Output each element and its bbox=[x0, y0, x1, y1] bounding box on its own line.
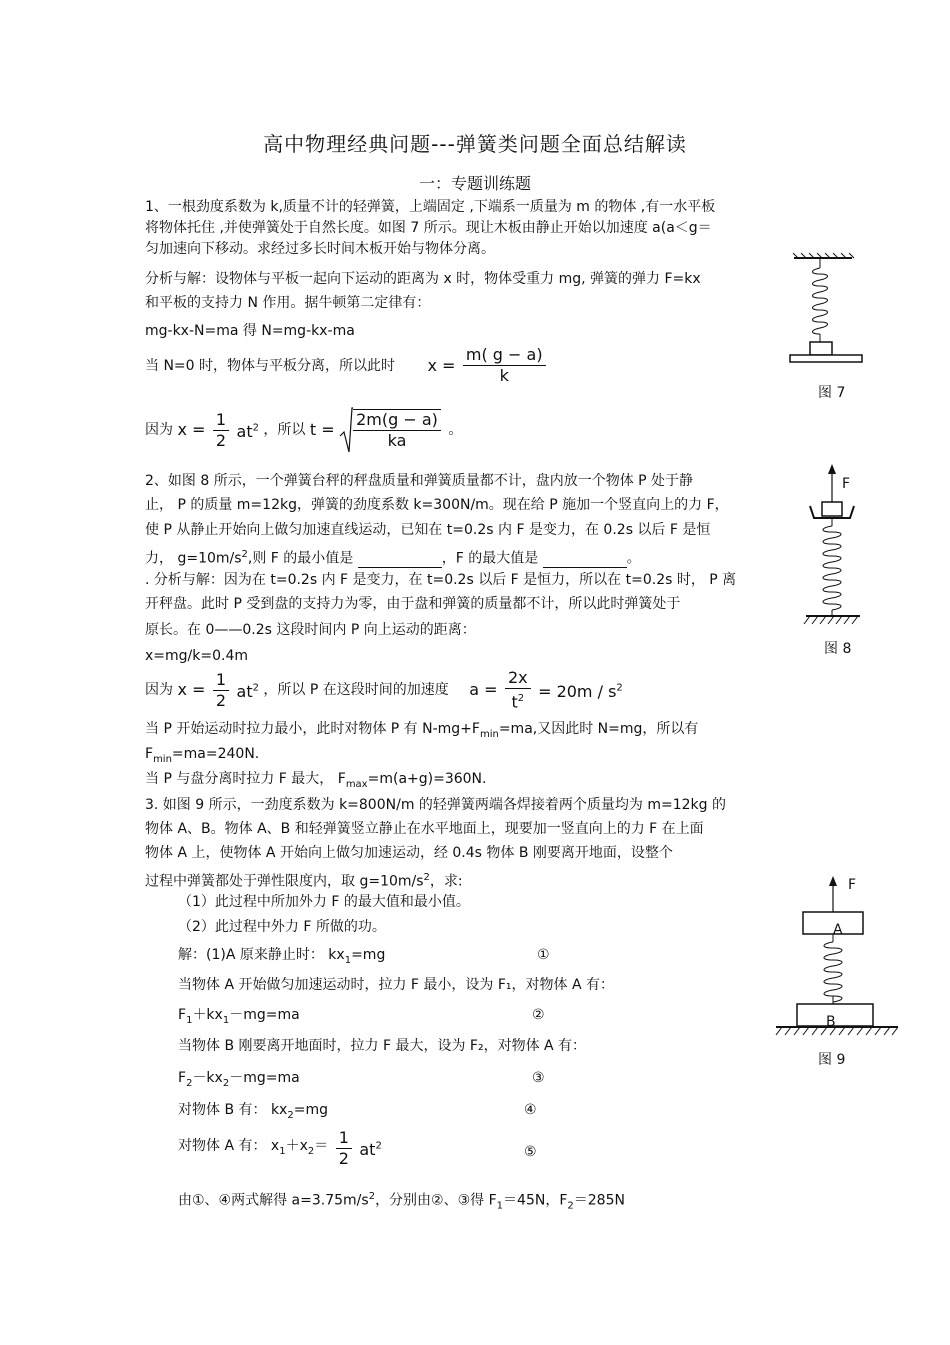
p1-formula-x bbox=[145, 345, 549, 386]
p3-solution-2: 当物体 A 开始做匀加速运动时，拉力 F 最小，设为 F₁，对物体 A 有： bbox=[178, 977, 615, 993]
so-text: ，所以 bbox=[263, 422, 306, 438]
subscript: max bbox=[345, 778, 368, 790]
numerator: 1 bbox=[336, 1128, 352, 1149]
answer-blank-max bbox=[543, 553, 627, 568]
text: =ma,又因此时 N=mg，所以有 bbox=[498, 721, 699, 737]
denominator: 2 bbox=[215, 690, 227, 710]
subscript: min bbox=[153, 753, 172, 765]
text: ，F 的最大值是 bbox=[441, 550, 539, 567]
fraction-half bbox=[213, 410, 229, 451]
eq-number-5: ⑤ bbox=[524, 1144, 537, 1160]
text: ＝ bbox=[314, 1137, 329, 1154]
text: ，分别由②、③得 F bbox=[375, 1192, 497, 1209]
denominator: ka bbox=[387, 431, 407, 450]
at-term: at bbox=[236, 681, 253, 701]
p3-solution-4: 当物体 B 刚要离开地面时，拉力 F 最大，设为 F₂，对物体 A 有： bbox=[178, 1038, 587, 1054]
p3-solution-7 bbox=[178, 1128, 382, 1169]
fraction bbox=[353, 409, 441, 451]
x-eq: x = bbox=[177, 420, 206, 439]
text: ,则 F 的最小值是 bbox=[247, 550, 354, 567]
text: ，所以 P 在这段时间的加速度 bbox=[263, 682, 449, 699]
subscript: min bbox=[479, 728, 499, 740]
text: =m(a+g)=360N. bbox=[367, 771, 487, 787]
text: ＋kx bbox=[192, 1007, 223, 1023]
subscript: 2 bbox=[287, 1109, 294, 1121]
exponent: 2 bbox=[423, 872, 430, 883]
subscript: 2 bbox=[307, 1145, 315, 1157]
at-term: at bbox=[359, 1140, 376, 1160]
p2-line-5: . 分析与解：因为在 t=0.2s 内 F 是变力，在 t=0.2s 以后 F 是恒力，所以在 t=0.2s 时， P 离 bbox=[145, 572, 737, 588]
p3-question-1: （1）此过程中所加外力 F 的最大值和最小值。 bbox=[178, 894, 470, 910]
eq-number-4: ④ bbox=[524, 1102, 537, 1118]
p2-line-1: 2、如图 8 所示，一个弹簧台秤的秤盘质量和弹簧质量都不计，盘内放一个物体 P 处于静 bbox=[145, 473, 694, 489]
exponent: 2 bbox=[252, 682, 259, 694]
subscript: 2 bbox=[186, 1077, 193, 1089]
figure-7-caption: 图 7 bbox=[818, 385, 846, 401]
p2-line-11 bbox=[145, 745, 259, 769]
fraction bbox=[463, 345, 546, 386]
text: ＝285N bbox=[573, 1192, 625, 1209]
text: =ma=240N. bbox=[171, 746, 260, 762]
figure-7-spring-diagram bbox=[780, 252, 870, 372]
p1-line-3: 匀加速向下移动。求经过多长时间木板开始与物体分离。 bbox=[145, 241, 495, 257]
exponent: 2 bbox=[616, 682, 623, 694]
answer-blank-min bbox=[358, 553, 442, 568]
text: 对物体 B 有： kx bbox=[178, 1102, 288, 1118]
eq-number-1: ① bbox=[537, 947, 550, 963]
p1-because: 因为 bbox=[145, 422, 173, 438]
numerator: 1 bbox=[213, 410, 229, 431]
figure-9-block-a-label: A bbox=[833, 922, 843, 938]
x-eq: x = bbox=[177, 680, 206, 700]
subscript: 2 bbox=[222, 1077, 230, 1089]
text: 过程中弹簧都处于弹性限度内，取 g=10m/s bbox=[145, 873, 424, 890]
figure-9-block-b-label: B bbox=[826, 1014, 836, 1030]
p3-line-3: 物体 A 上，使物体 A 开始向上做匀加速运动，经 0.4s 物体 B 刚要离开地面，设整个 bbox=[145, 845, 673, 861]
eq-number-3: ③ bbox=[532, 1070, 545, 1086]
text: 解：(1)A 原来静止时： kx bbox=[178, 947, 345, 963]
text: F bbox=[178, 1007, 187, 1023]
p1-line-1: 1、一根劲度系数为 k,质量不计的轻弹簧，上端固定 ,下端系一质量为 m 的物体 ,有一水平板 bbox=[145, 199, 716, 215]
p1-line-5: 和平板的支持力 N 作用。据牛顿第二定律有： bbox=[145, 295, 431, 311]
denominator: 2 bbox=[338, 1149, 349, 1168]
p2-line-7: 原长。在 0——0.2s 这段时间内 P 向上运动的距离： bbox=[145, 622, 476, 638]
text: =mg bbox=[351, 947, 386, 963]
text: 力， g=10m/s bbox=[145, 550, 242, 567]
fraction-half bbox=[213, 670, 229, 711]
figure-8-caption: 图 8 bbox=[824, 641, 852, 657]
p1-line-6: mg-kx-N=ma 得 N=mg-kx-ma bbox=[145, 323, 355, 339]
sqrt-expression bbox=[339, 406, 444, 454]
exponent: 2 bbox=[375, 1140, 382, 1152]
p2-formula bbox=[145, 668, 623, 712]
exponent: 2 bbox=[241, 549, 248, 560]
subscript: 1 bbox=[344, 954, 352, 966]
p3-line-2: 物体 A、B。物体 A、B 和轻弹簧竖立静止在水平地面上，现要加一竖直向上的力 F 在上面 bbox=[145, 821, 704, 837]
numerator: m( g − a) bbox=[463, 345, 546, 366]
subscript: 1 bbox=[279, 1145, 286, 1157]
subscript: 1 bbox=[222, 1014, 230, 1026]
section-subtitle: 一：专题训练题 bbox=[418, 174, 531, 193]
p2-line-4 bbox=[145, 546, 641, 568]
subscript: 1 bbox=[186, 1014, 193, 1026]
text: ，求: bbox=[429, 873, 463, 890]
p2-line-3: 使 P 从静止开始向上做匀加速直线运动，已知在 t=0.2s 内 F 是变力，在 0.2s 以后 F 是恒 bbox=[145, 522, 711, 538]
subscript: 2 bbox=[567, 1200, 574, 1212]
p2-line-6: 开秤盘。此时 P 受到盘的支持力为零，由于盘和弹簧的质量都不计，所以此时弹簧处于 bbox=[145, 596, 681, 612]
radical-sign bbox=[339, 406, 353, 454]
text: 对物体 A 有： x bbox=[178, 1137, 280, 1154]
numerator: 1 bbox=[213, 670, 229, 691]
text: ＋x bbox=[285, 1137, 308, 1154]
p3-line-4 bbox=[145, 869, 463, 891]
a-eq: a = bbox=[469, 680, 498, 700]
subscript: 1 bbox=[496, 1200, 504, 1212]
text: F bbox=[178, 1070, 187, 1086]
figure-8-force-label: F bbox=[842, 476, 851, 492]
p1-line-4: 分析与解：设物体与平板一起向下运动的距离为 x 时，物体受重力 mg, 弹簧的弹力 F=kx bbox=[145, 271, 701, 287]
p1-formula-t bbox=[145, 406, 462, 454]
p2-line-8: x=mg/k=0.4m bbox=[145, 648, 248, 664]
text: 由①、④两式解得 a=3.75m/s bbox=[178, 1192, 369, 1209]
p3-solution-6 bbox=[178, 1101, 328, 1125]
eq-number-2: ② bbox=[532, 1007, 545, 1023]
at-term: at bbox=[236, 421, 253, 441]
denominator: 2 bbox=[215, 430, 227, 450]
figure-9-two-block-spring-diagram bbox=[774, 872, 904, 1042]
p1-line-2: 将物体托住 ,并使弹簧处于自然长度。如图 7 所示。现让木板由静止开始以加速度 a(a＜g＝ bbox=[145, 220, 712, 236]
p1-x-eq: x = bbox=[427, 355, 456, 375]
text: =mg bbox=[293, 1102, 328, 1118]
p3-solution-5 bbox=[178, 1069, 300, 1093]
p3-line-1: 3. 如图 9 所示，一劲度系数为 k=800N/m 的轻弹簧两端各焊接着两个质量均为 m=12kg 的 bbox=[145, 797, 726, 813]
figure-8-spring-scale-diagram bbox=[798, 462, 868, 632]
p2-line-10 bbox=[145, 720, 698, 744]
text: 当 P 与盘分离时拉力 F 最大， F bbox=[145, 771, 346, 787]
numerator: 2x bbox=[505, 668, 531, 689]
p3-solution-1 bbox=[178, 946, 385, 970]
denominator: t bbox=[511, 692, 518, 712]
text: F bbox=[145, 746, 154, 762]
text: 。 bbox=[626, 550, 641, 567]
p3-solution-3 bbox=[178, 1006, 300, 1030]
numerator: 2m(g − a) bbox=[353, 410, 441, 431]
p2-line-2: 止， P 的质量 m=12kg，弹簧的劲度系数 k=300N/m。现在给 P 施加一个竖直向上的力 F， bbox=[145, 497, 729, 513]
fraction bbox=[505, 668, 531, 712]
exponent: 2 bbox=[252, 422, 259, 434]
result: = 20m / s bbox=[538, 681, 617, 701]
p1-line-7-text: 当 N=0 时，物体与平板分离，所以此时 bbox=[145, 357, 396, 374]
p3-question-2: （2）此过程中外力 F 所做的功。 bbox=[178, 919, 386, 935]
exponent: 2 bbox=[517, 693, 525, 704]
text: －kx bbox=[192, 1070, 223, 1086]
p2-line-12 bbox=[145, 770, 486, 794]
text: 当 P 开始运动时拉力最小，此时对物体 P 有 N-mg+F bbox=[145, 721, 480, 737]
text: －mg=ma bbox=[229, 1007, 300, 1023]
figure-9-force-label: F bbox=[848, 877, 857, 893]
document-title: 高中物理经典问题---弹簧类问题全面总结解读 bbox=[263, 132, 687, 156]
because: 因为 bbox=[145, 682, 173, 699]
p3-solution-8 bbox=[178, 1188, 625, 1215]
exponent: 2 bbox=[368, 1191, 376, 1202]
fraction-half bbox=[336, 1128, 352, 1169]
period: 。 bbox=[448, 422, 463, 438]
t-eq: t = bbox=[309, 420, 335, 439]
text: －mg=ma bbox=[229, 1070, 300, 1086]
text: ＝45N，F bbox=[503, 1192, 568, 1209]
denominator: k bbox=[499, 366, 509, 385]
figure-9-caption: 图 9 bbox=[818, 1052, 846, 1068]
